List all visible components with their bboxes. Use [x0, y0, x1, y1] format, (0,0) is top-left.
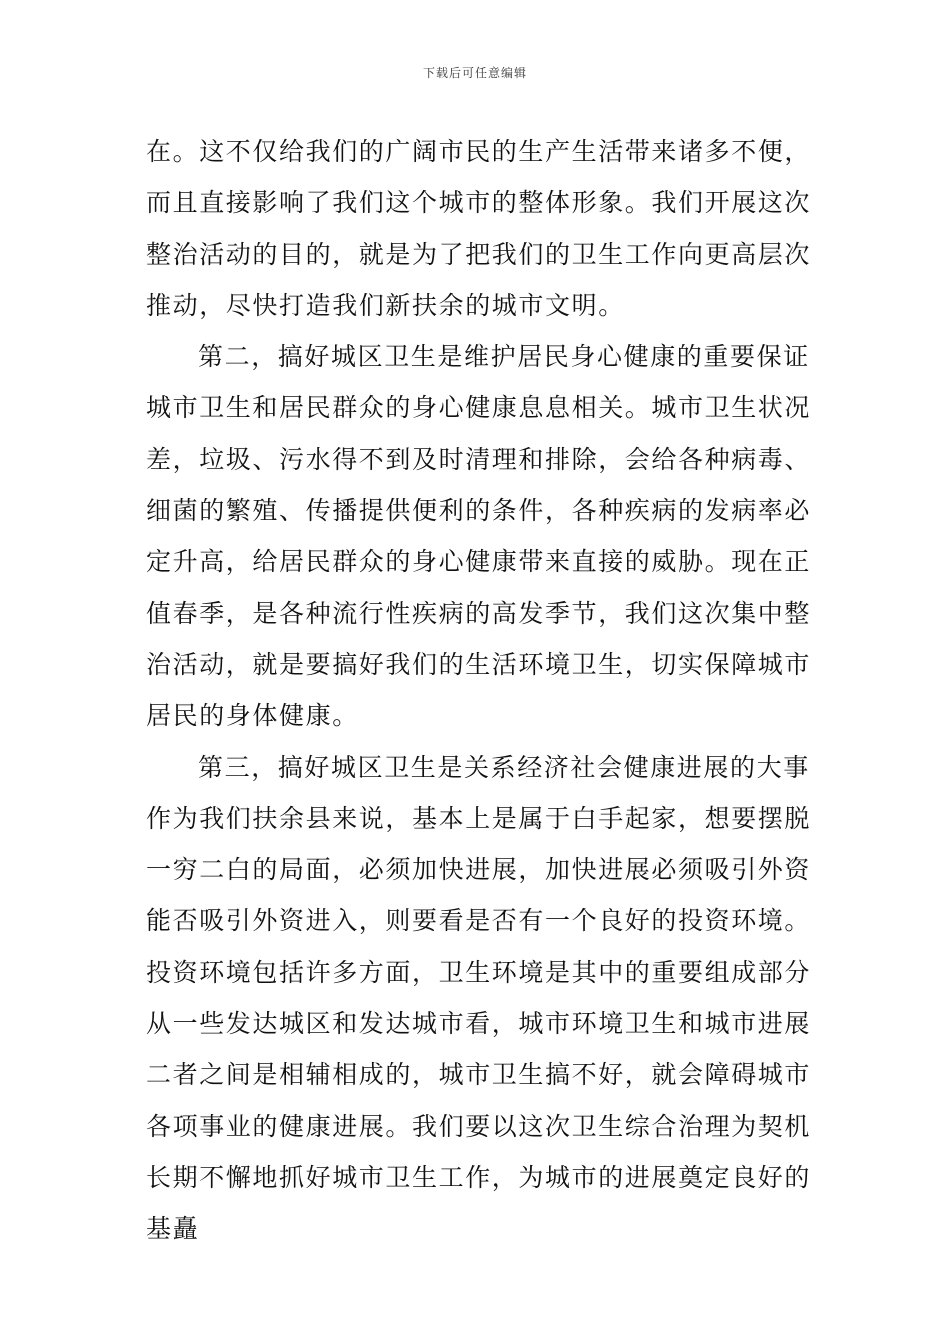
- text-line: 差，垃圾、污水得不到及时清理和排除，会给各种病毒、: [146, 444, 812, 474]
- text-line: 第三，搞好城区卫生是关系经济社会健康进展的大事: [198, 752, 810, 782]
- text-line: 在。这不仅给我们的广阔市民的生产生活带来诸多不便，: [146, 137, 812, 166]
- text-line: 一穷二白的局面，必须加快进展，加快进展必须吸引外资: [146, 855, 812, 885]
- text-line: 治活动，就是要搞好我们的生活环境卫生，切实保障城市: [146, 649, 812, 679]
- text-line: 投资环境包括许多方面，卫生环境是其中的重要组成部分: [146, 957, 812, 987]
- text-line: 各项事业的健康进展。我们要以这次卫生综合治理为契机: [146, 1111, 812, 1141]
- text-line: 细菌的繁殖、传播提供便利的条件，各种疾病的发病率必: [146, 496, 812, 526]
- body-text: [146, 126, 816, 1255]
- text-line: 第二，搞好城区卫生是维护居民身心健康的重要保证: [198, 342, 810, 372]
- text-line: 整治活动的目的，就是为了把我们的卫生工作向更高层次: [146, 239, 812, 269]
- text-line: 推动，尽快打造我们新扶余的城市文明。: [146, 290, 625, 320]
- text-line: 基矗: [146, 1214, 200, 1244]
- text-line: 值春季，是各种流行性疾病的高发季节，我们这次集中整: [146, 598, 812, 628]
- text-line: 长期不懈地抓好城市卫生工作，为城市的进展奠定良好的: [146, 1162, 812, 1192]
- header-note: 下载后可任意编辑: [422, 66, 527, 80]
- text-line: 从一些发达城区和发达城市看，城市环境卫生和城市进展: [146, 1009, 812, 1039]
- text-line: 作为我们扶余县来说，基本上是属于白手起家，想要摆脱: [146, 803, 812, 833]
- text-line: 能否吸引外资进入，则要看是否有一个良好的投资环境。: [146, 906, 812, 936]
- text-line: 定升高，给居民群众的身心健康带来直接的威胁。现在正: [146, 547, 812, 577]
- text-line: 二者之间是相辅相成的，城市卫生搞不好，就会障碍城市: [146, 1060, 812, 1090]
- text-line: 而且直接影响了我们这个城市的整体形象。我们开展这次: [146, 188, 812, 218]
- text-line: 居民的身体健康。: [146, 701, 359, 731]
- text-line: 城市卫生和居民群众的身心健康息息相关。城市卫生状况: [146, 393, 812, 423]
